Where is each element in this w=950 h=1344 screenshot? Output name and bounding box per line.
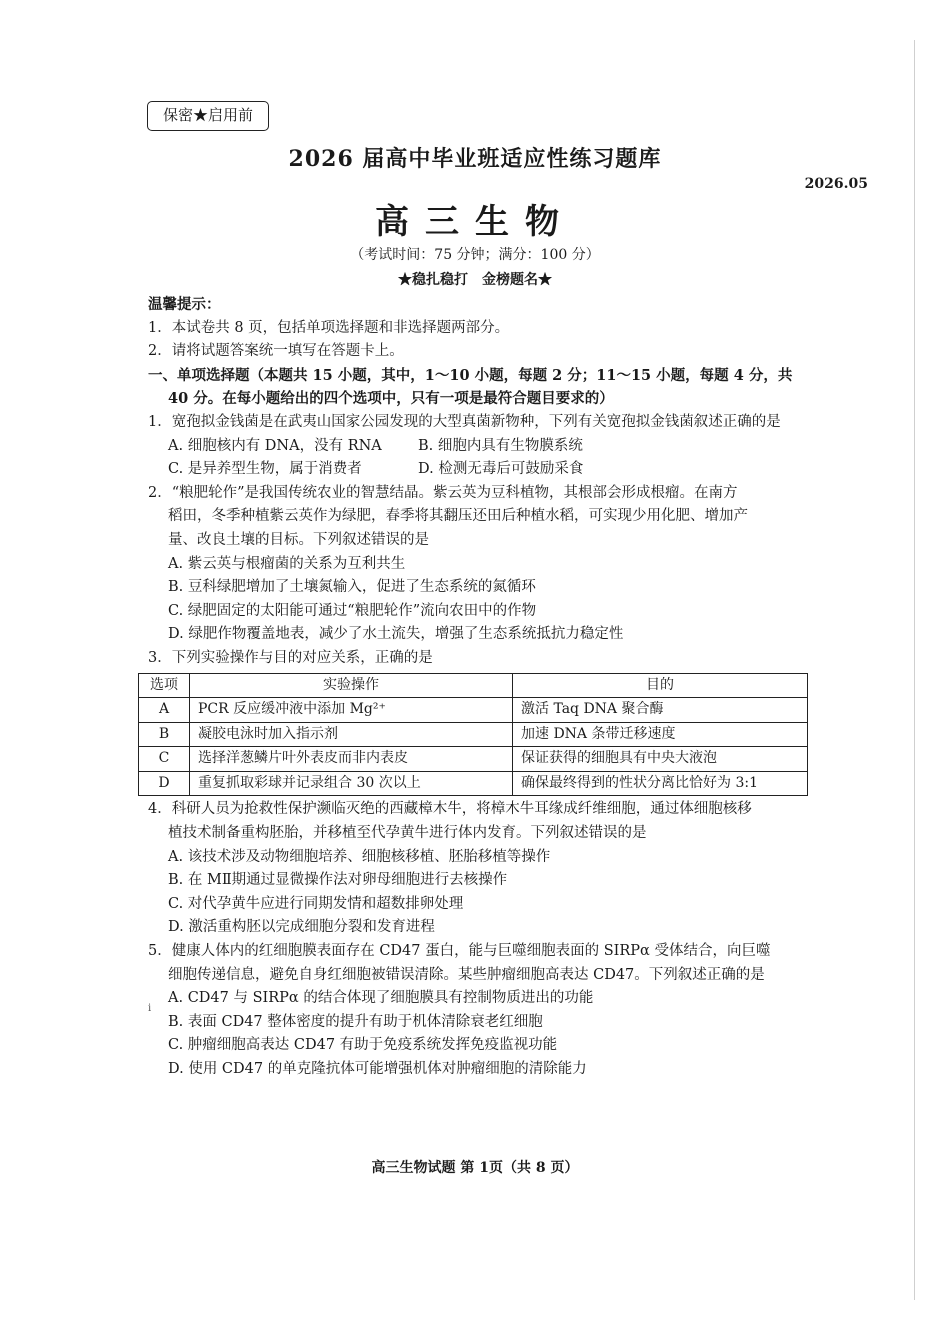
- motto: ★稳扎稳打 金榜题名★: [398, 272, 552, 288]
- table-cell-option: C: [139, 747, 190, 772]
- margin-mark: i: [148, 1003, 152, 1014]
- table-header: 目的: [513, 673, 808, 698]
- table-row: [139, 722, 808, 747]
- section-heading-cont: 40 分。在每小题给出的四个选项中，只有一项是最符合题目要求的）: [168, 390, 614, 408]
- table-cell-option: D: [139, 771, 190, 796]
- table-cell-goal: 加速 DNA 条带迁移速度: [513, 722, 808, 747]
- exam-date: 2026.05: [804, 176, 868, 192]
- table-row: [139, 771, 808, 796]
- q1-option-b: B. 细胞内具有生物膜系统: [418, 437, 583, 454]
- table-header-row: [139, 673, 808, 698]
- table-header: 实验操作: [190, 673, 513, 698]
- page-footer: 高三生物试题 第 1页（共 8 页）: [371, 1160, 579, 1176]
- table-cell-operation: PCR 反应缓冲液中添加 Mg²⁺: [190, 698, 513, 723]
- q2-option-b: B. 豆科绿肥增加了土壤氮输入，促进了生态系统的氮循环: [168, 579, 536, 596]
- q2-stem-cont: 量、改良土壤的目标。下列叙述错误的是: [168, 531, 429, 548]
- q2-stem: 2．“粮肥轮作”是我国传统农业的智慧结晶。紫云英为豆科植物，其根部会形成根瘤。在南方: [148, 484, 738, 501]
- q5-stem: 5．健康人体内的红细胞膜表面存在 CD47 蛋白，能与巨噬细胞表面的 SIRPα 受体结合，向巨噬: [148, 943, 771, 960]
- q4-option-c: C. 对代孕黄牛应进行同期发情和超数排卵处理: [168, 895, 464, 912]
- table-row: [139, 747, 808, 772]
- q2-option-d: D. 绿肥作物覆盖地表，减少了水土流失，增强了生态系统抵抗力稳定性: [168, 626, 624, 643]
- q4-stem-cont: 植技术制备重构胚胎，并移植至代孕黄牛进行体内发育。下列叙述错误的是: [168, 825, 647, 842]
- note-item: 2．请将试题答案统一填写在答题卡上。: [148, 343, 404, 360]
- q5-option-a: A. CD47 与 SIRPα 的结合体现了细胞膜具有控制物质进出的功能: [168, 990, 594, 1007]
- table-cell-goal: 保证获得的细胞具有中央大液泡: [513, 747, 808, 772]
- exam-info: （考试时间：75 分钟；满分：100 分）: [350, 247, 600, 263]
- q1-stem: 1．宽孢拟金钱菌是在武夷山国家公园发现的大型真菌新物种，下列有关宽孢拟金钱菌叙述正确的是: [148, 413, 781, 430]
- q3-stem: 3．下列实验操作与目的对应关系，正确的是: [148, 649, 433, 666]
- q5-option-c: C. 肿瘤细胞高表达 CD47 有助于免疫系统发挥免疫监视功能: [168, 1037, 558, 1054]
- notes-heading: 温馨提示：: [148, 296, 221, 313]
- q5-option-b: B. 表面 CD47 整体密度的提升有助于机体清除衰老红细胞: [168, 1013, 543, 1030]
- table-cell-option: B: [139, 722, 190, 747]
- q1-option-d: D. 检测无毒后可鼓励采食: [418, 461, 584, 478]
- q1-options-row2: [148, 458, 818, 482]
- q3-table: [138, 673, 808, 797]
- table-header: 选项: [139, 673, 190, 698]
- q2-option-c: C. 绿肥固定的太阳能可通过“粮肥轮作”流向农田中的作物: [168, 602, 537, 619]
- q5-option-d: D. 使用 CD47 的单克隆抗体可能增强机体对肿瘤细胞的清除能力: [168, 1061, 587, 1077]
- table-cell-goal: 确保最终得到的性状分离比恰好为 3:1: [513, 771, 808, 796]
- q4-option-a: A. 该技术涉及动物细胞培养、细胞核移植、胚胎移植等操作: [168, 848, 551, 865]
- note-item: 1．本试卷共 8 页，包括单项选择题和非选择题两部分。: [148, 319, 510, 336]
- q4-option-b: B. 在 MⅡ期通过显微操作法对卵母细胞进行去核操作: [168, 872, 508, 889]
- table-cell-operation: 重复抓取彩球并记录组合 30 次以上: [190, 771, 513, 796]
- q1-option-c: C. 是异养型生物，属于消费者: [168, 461, 362, 478]
- q1-option-a: A. 细胞核内有 DNA，没有 RNA: [168, 437, 382, 454]
- q4-option-d: D. 激活重构胚以完成细胞分裂和发育进程: [168, 919, 435, 936]
- q5-stem-cont: 细胞传递信息，避免自身红细胞被错误清除。某些肿瘤细胞高表达 CD47。下列叙述正确的是: [168, 966, 765, 983]
- q4-stem: 4．科研人员为抢救性保护濒临灭绝的西藏樟木牛，将樟木牛耳缘成纤维细胞，通过体细胞核移: [148, 801, 752, 818]
- exam-content: [148, 293, 818, 1082]
- table-cell-option: A: [139, 698, 190, 723]
- table-cell-operation: 选择洋葱鳞片叶外表皮而非内表皮: [190, 747, 513, 772]
- table-cell-operation: 凝胶电泳时加入指示剂: [190, 722, 513, 747]
- subject-title: 高三生物: [375, 202, 575, 242]
- table-row: [139, 698, 808, 723]
- exam-title: 2026 届高中毕业班适应性练习题库: [288, 146, 662, 172]
- q2-stem-cont: 稻田，冬季种植紫云英作为绿肥，春季将其翻压还田后种植水稻，可实现少用化肥、增加产: [168, 508, 748, 525]
- confidential-badge: 保密★启用前: [147, 101, 269, 131]
- q2-option-a: A. 紫云英与根瘤菌的关系为互利共生: [168, 555, 406, 572]
- section-heading: 一、单项选择题（本题共 15 小题，其中，1～10 小题，每题 2 分；11～15 小题，每题 4 分，共: [148, 366, 793, 384]
- q1-options-row1: [148, 435, 818, 459]
- table-cell-goal: 激活 Taq DNA 聚合酶: [513, 698, 808, 723]
